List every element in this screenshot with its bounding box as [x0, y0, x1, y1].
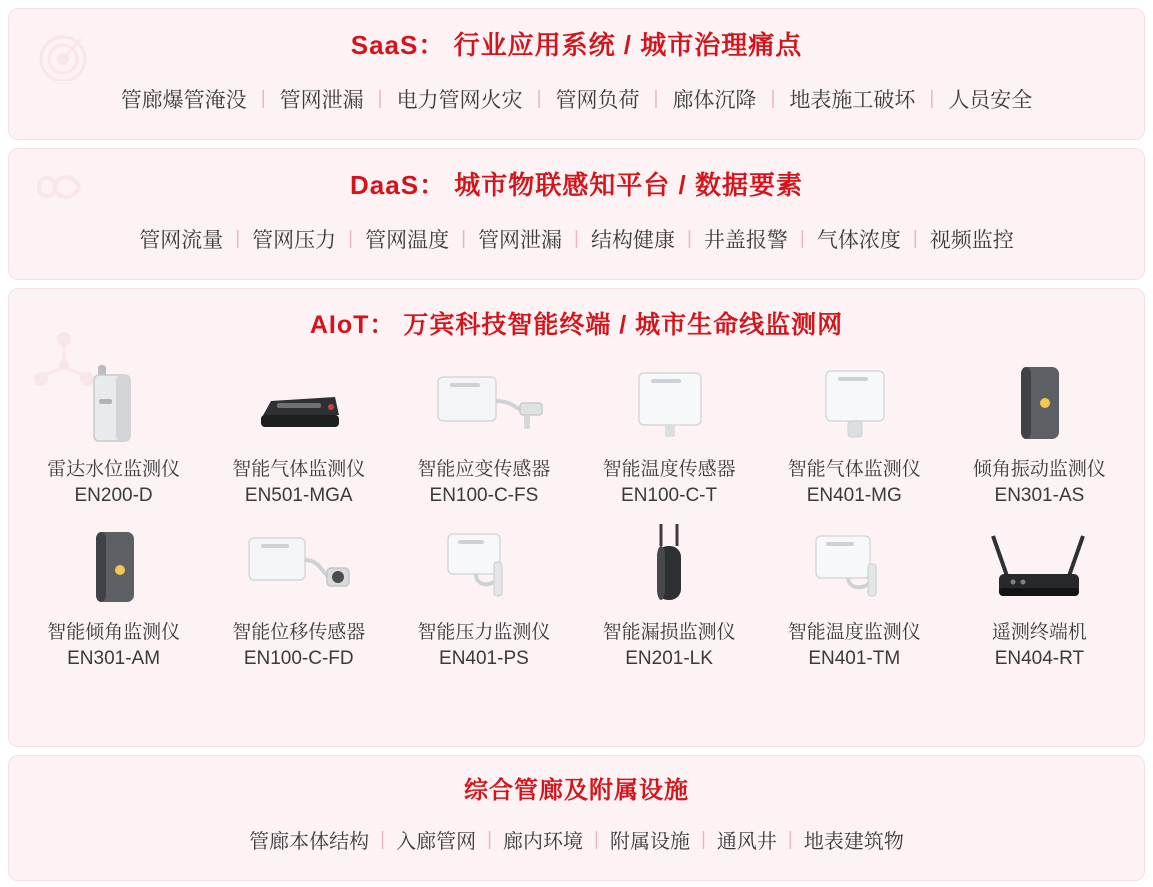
device-model: EN301-AM [67, 647, 161, 669]
corridor-tag[interactable]: 入廊管网 [396, 831, 477, 853]
device-card[interactable] [577, 351, 762, 510]
gas-monitor-square-device-icon [806, 357, 902, 449]
daas-panel [8, 148, 1145, 280]
device-card[interactable] [391, 351, 576, 510]
device-model: EN200-D [74, 484, 153, 506]
device-card[interactable] [577, 514, 762, 673]
tag-separator: | [574, 228, 579, 249]
saas-tag[interactable]: 电力管网火灾 [396, 89, 523, 112]
device-name: 智能气体监测仪 [232, 459, 366, 480]
tag-separator: | [700, 828, 706, 850]
device-name: 智能漏损监测仪 [602, 622, 736, 644]
tag-separator: | [260, 88, 266, 109]
corridor-tag[interactable]: 通风井 [716, 831, 777, 853]
device-model: EN501-MGA [244, 484, 353, 506]
daas-tag[interactable]: 管网温度 [365, 229, 450, 252]
daas-tag[interactable]: 气体浓度 [816, 229, 901, 252]
aiot-panel [8, 288, 1145, 747]
corridor-tag[interactable]: 附属设施 [609, 831, 690, 853]
device-card[interactable] [206, 351, 391, 510]
device-model: EN201-LK [625, 647, 713, 669]
strain-sensor-device-icon [420, 357, 548, 449]
saas-tag[interactable]: 管廊爆管淹没 [120, 89, 247, 112]
saas-tag[interactable]: 人员安全 [948, 89, 1033, 112]
tag-separator: | [929, 88, 935, 109]
device-name: 遥测终端机 [991, 622, 1087, 644]
saas-tag-row [9, 84, 1144, 114]
daas-tag[interactable]: 视频监控 [929, 229, 1014, 252]
device-card[interactable] [206, 514, 391, 673]
tag-separator: | [799, 228, 805, 249]
displacement-sensor-device-icon [235, 520, 363, 612]
device-grid [9, 351, 1144, 674]
tag-separator: | [787, 828, 793, 850]
device-card[interactable] [947, 351, 1132, 510]
daas-title: DaaS： 城市物联感知平台 / 数据要素 [350, 170, 803, 200]
daas-tag[interactable]: 管网泄漏 [478, 229, 563, 252]
device-name: 智能温度监测仪 [787, 622, 921, 644]
saas-tag[interactable]: 管网泄漏 [279, 89, 364, 112]
tag-separator: | [380, 828, 386, 850]
tag-separator: | [536, 88, 542, 109]
device-model: EN404-RT [994, 647, 1085, 669]
tilt-vibration-device-icon [1003, 357, 1075, 449]
device-model: EN401-TM [808, 647, 901, 669]
tilt-monitor-device-icon [78, 520, 150, 612]
corridor-panel [8, 755, 1145, 881]
daas-tag[interactable]: 管网压力 [252, 229, 337, 252]
device-card[interactable] [762, 351, 947, 510]
pressure-monitor-device-icon [428, 520, 540, 612]
device-model: EN401-MG [806, 484, 902, 506]
tag-separator: | [770, 88, 776, 109]
tag-separator: | [461, 228, 467, 249]
device-name: 智能倾角监测仪 [47, 622, 181, 644]
daas-tag[interactable]: 结构健康 [590, 229, 675, 252]
corridor-title: 综合管廊及附属设施 [464, 777, 689, 804]
saas-title: SaaS： 行业应用系统 / 城市治理痛点 [350, 30, 803, 60]
device-model: EN301-AS [994, 484, 1085, 506]
device-name: 智能位移传感器 [232, 622, 366, 644]
rtu-router-device-icon [973, 520, 1105, 612]
tag-separator: | [377, 88, 383, 109]
tag-separator: | [487, 828, 493, 850]
saas-tag[interactable]: 管网负荷 [555, 89, 640, 112]
corridor-tag[interactable]: 廊内环境 [503, 831, 584, 853]
device-name: 智能应变传感器 [417, 459, 551, 480]
saas-tag[interactable]: 地表施工破坏 [789, 89, 916, 112]
corridor-tag[interactable]: 管廊本体结构 [249, 831, 370, 853]
daas-tag-row [9, 224, 1144, 254]
corridor-tag-row [9, 825, 1144, 854]
tag-separator: | [912, 228, 918, 249]
temperature-monitor-device-icon [798, 520, 910, 612]
device-model: EN401-PS [439, 647, 529, 669]
device-model: EN100-C-FD [243, 647, 354, 669]
daas-tag[interactable]: 井盖报警 [703, 229, 788, 252]
tag-separator: | [686, 228, 692, 249]
device-name: 智能气体监测仪 [787, 459, 921, 480]
saas-tag[interactable]: 廊体沉降 [672, 89, 757, 112]
daas-tag[interactable]: 管网流量 [139, 229, 224, 252]
device-card[interactable] [391, 514, 576, 673]
device-model: EN100-C-FS [429, 484, 539, 506]
device-name: 智能温度传感器 [602, 459, 736, 480]
device-name: 倾角振动监测仪 [972, 459, 1106, 480]
device-card[interactable] [21, 351, 206, 510]
tag-separator: | [348, 228, 354, 249]
device-card[interactable] [21, 514, 206, 673]
radar-level-device-icon [78, 357, 150, 449]
leak-monitor-device-icon [633, 520, 705, 612]
device-card[interactable] [762, 514, 947, 673]
tag-separator: | [235, 228, 241, 249]
device-model: EN100-C-T [621, 484, 718, 506]
device-card[interactable] [947, 514, 1132, 673]
gas-monitor-device-icon [247, 357, 351, 449]
tag-separator: | [653, 88, 659, 109]
corridor-tag[interactable]: 地表建筑物 [803, 831, 904, 853]
device-name: 智能压力监测仪 [417, 622, 551, 644]
saas-panel [8, 8, 1145, 140]
temperature-sensor-device-icon [621, 357, 717, 449]
device-name: 雷达水位监测仪 [47, 459, 181, 480]
aiot-title: AIoT： 万宾科技智能终端 / 城市生命线监测网 [309, 311, 844, 339]
tag-separator: | [594, 828, 599, 850]
